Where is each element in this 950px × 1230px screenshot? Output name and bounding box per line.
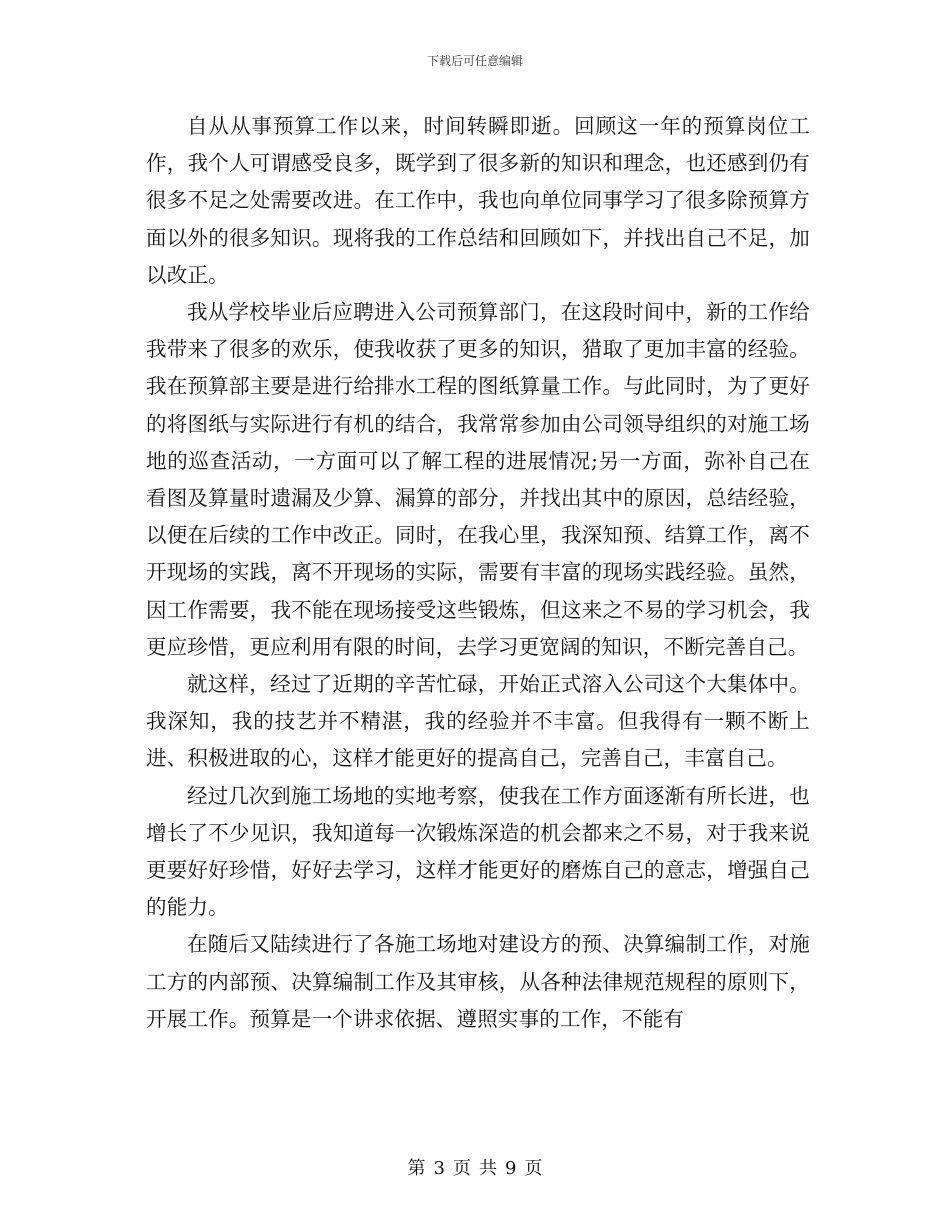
footer-current-page: 3	[433, 1158, 445, 1179]
footer-total-pages: 9	[505, 1158, 517, 1179]
paragraph-3: 就这样，经过了近期的辛苦忙碌，开始正式溶入公司这个大集体中。我深知，我的技艺并不精湛，我的经验并不丰富。但我得有一颗不断上进、积极进取的心，这样才能更好的提高自己，完善自己，丰富自己。	[146, 672, 810, 771]
page-header: 下载后可任意编辑	[426, 54, 523, 68]
document-body	[146, 108, 810, 1038]
paragraph-4: 经过几次到施工场地的实地考察，使我在工作方面逐渐有所长进，也增长了不少见识，我知道每一次锻炼深造的机会都来之不易，对于我来说更要好好珍惜，好好去学习，这样才能更好的磨炼自己的意志，增强自己的能力。	[146, 783, 810, 920]
footer-prefix: 第	[407, 1158, 426, 1179]
footer-page-word: 页	[453, 1158, 471, 1179]
paragraph-1: 自从从事预算工作以来，时间转瞬即逝。回顾这一年的预算岗位工作，我个人可谓感受良多，既学到了很多新的知识和理念，也还感到仍有很多不足之处需要改进。在工作中，我也向单位同事学习了很多除预算方面以外的很多知识。现将我的工作总结和回顾如下，并找出自己不足，加以改正。	[146, 114, 810, 287]
footer-total-word: 共	[479, 1158, 497, 1179]
page-footer	[0, 1154, 950, 1180]
paragraph-2: 我从学校毕业后应聘进入公司预算部门，在这段时间中，新的工作给我带来了很多的欢乐，使我收获了更多的知识，猎取了更加丰富的经验。我在预算部主要是进行给排水工程的图纸算量工作。与此同时，为了更好的将图纸与实际进行有机的结合，我常常参加由公司领导组织的对施工场地的巡查活动，一方面可以了解工程的进展情况;另一方面，弥补自己在看图及算量时遗漏及少算、漏算的部分，并找出其中的原因，总结经验，以便在后续的工作中改正。同时，在我心里，我深知预、结算工作，离不开现场的实践，离不开现场的实际，需要有丰富的现场实践经验。虽然，因工作需要，我不能在现场接受这些锻炼，但这来之不易的学习机会，我更应珍惜，更应利用有限的时间，去学习更宽阔的知识，不断完善自己。	[146, 300, 810, 659]
footer-suffix: 页	[524, 1158, 543, 1179]
paragraph-5: 在随后又陆续进行了各施工场地对建设方的预、决算编制工作，对施工方的内部预、决算编制工作及其审核，从各种法律规范规程的原则下，开展工作。预算是一个讲求依据、遵照实事的工作，不能有	[146, 932, 810, 1031]
